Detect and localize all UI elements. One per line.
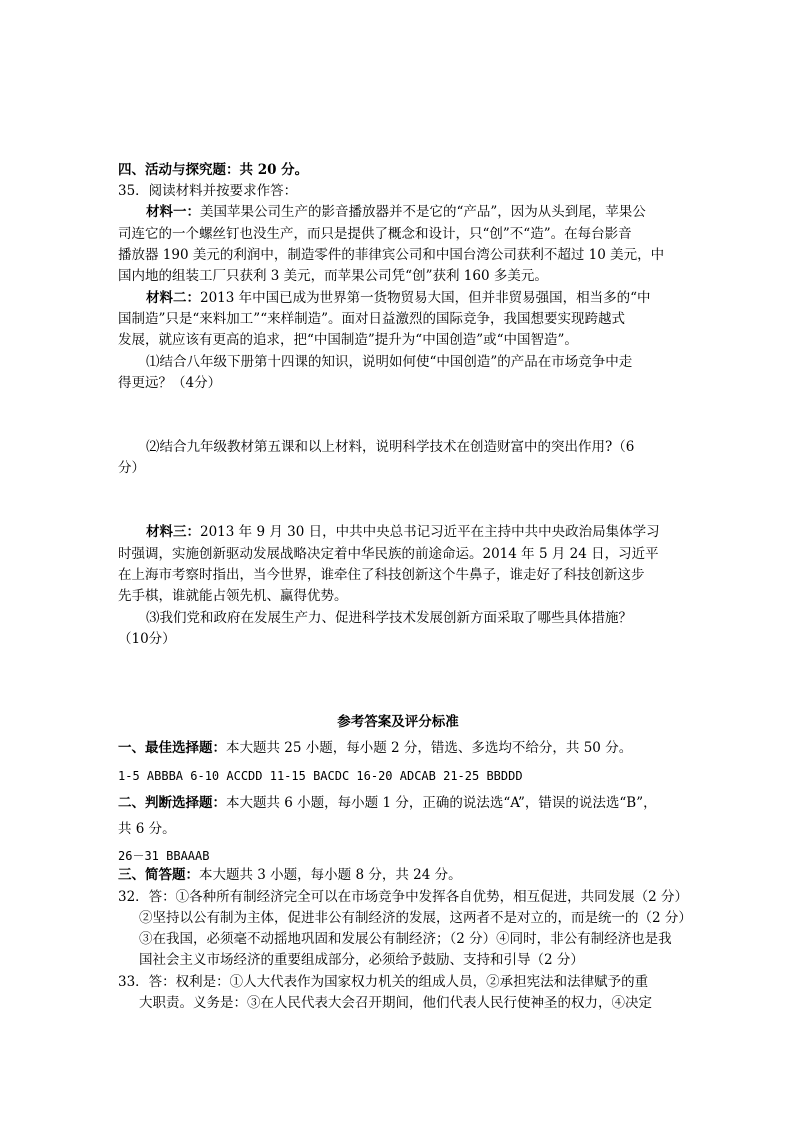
section-3-label: 三、简答题：	[118, 867, 199, 883]
section-2-text-cont: 共 6 分。	[118, 821, 176, 837]
material-2-line: 发展，就应该有更高的追求，把“中国制造”提升为“中国创造”或“中国智造”。	[118, 332, 578, 348]
section-1-keys: 1-5 ABBBA 6-10 ACCDD 11-15 BACDC 16-20 ADCAB 21-25 BBDDD	[118, 769, 523, 783]
material-1-label: 材料一：	[146, 204, 200, 220]
sub-question-2: ⑵结合九年级教材第五课和以上材料，说明科学技术在创造财富中的突出作用?（6	[146, 439, 635, 455]
answers-title: 参考答案及评分标准	[337, 714, 459, 730]
answers-section-1	[118, 738, 678, 758]
answer-32-line: 国社会主义市场经济的重要组成部分，必须给予鼓励、支持和引导（2 分）	[139, 952, 584, 968]
material-3-line: 先手棋，谁就能占领先机、赢得优势。	[118, 588, 348, 604]
material-1-text: 美国苹果公司生产的影音播放器并不是它的“产品”，因为从头到尾，苹果公	[200, 204, 646, 220]
sub-question-3-cont: （10分）	[118, 631, 176, 647]
material-2-text: 2013 年中国已成为世界第一货物贸易大国，但并非贸易强国，相当多的“中	[200, 290, 651, 306]
answer-33-line: 大职责。义务是：③在人民代表大会召开期间，他们代表人民行使神圣的权力，④决定	[139, 995, 652, 1011]
section-1-text: 本大题共 25 小题，每小题 2 分，错选、多选均不给分，共 50 分。	[226, 740, 633, 756]
section-3-text: 本大题共 3 小题，每小题 8 分，共 24 分。	[199, 867, 462, 883]
sub-question-1-cont: 得更远？（4分）	[118, 375, 222, 391]
answer-33-line: 33．答：权利是：①人大代表作为国家权力机关的组成人员，②承担宪法和法律赋予的重	[118, 974, 649, 990]
material-2-label: 材料二：	[146, 290, 200, 306]
material-2-line: 国制造”只是“来料加工”“来样制造”。面对日益激烈的国际竞争，我国想要实现跨越式	[118, 311, 626, 327]
question-35-intro: 35．阅读材料并按要求作答：	[118, 183, 298, 199]
sub-question-1: ⑴结合八年级下册第十四课的知识，说明如何使“中国创造”的产品在市场竞争中走	[146, 354, 633, 370]
material-1-line: 司连它的一个螺丝钉也没生产，而只是提供了概念和设计，只“创”不“造”。在每台影音	[118, 226, 632, 242]
material-3-line: 在上海市考察时指出，当今世界，谁牵住了科技创新这个牛鼻子，谁走好了科技创新这步	[118, 567, 645, 583]
section-1-label: 一、最佳选择题：	[118, 740, 226, 756]
material-3-line	[118, 522, 678, 542]
material-1-line: 播放器 190 美元的利润中，制造零件的菲律宾公司和中国台湾公司获利不超过 10 美元，中	[118, 247, 665, 263]
section-2-text: 本大题共 6 小题，每小题 1 分，正确的说法选“A”，错误的说法选“B”，	[226, 795, 657, 811]
answer-32-line: 32．答：①各种所有制经济完全可以在市场竞争中发挥各自优势，相互促进，共同发展（2 分）	[118, 889, 689, 905]
section-heading: 四、活动与探究题：共 20 分。	[118, 162, 309, 178]
answer-32-line: ③在我国，必须毫不动摇地巩固和发展公有制经济；（2 分）④同时，非公有制经济也是我	[139, 931, 672, 947]
section-2-label: 二、判断选择题：	[118, 795, 226, 811]
material-3-label: 材料三：	[146, 524, 200, 540]
material-3-text: 2013 年 9 月 30 日，中共中央总书记习近平在主持中共中央政治局集体学习	[200, 524, 660, 540]
material-1-line: 国内地的组装工厂只获利 3 美元，而苹果公司凭“创”获利 160 多美元。	[118, 268, 548, 284]
section-2-keys: 26－31 BBAAAB	[118, 849, 210, 863]
answer-32-line: ②坚持以公有制为主体，促进非公有制经济的发展，这两者不是对立的，而是统一的（2 分）	[139, 910, 692, 926]
material-3-line: 时强调，实施创新驱动发展战略决定着中华民族的前途命运。2014 年 5 月 24 日，习近平	[118, 546, 659, 562]
answers-section-2	[118, 793, 678, 813]
sub-question-2-cont: 分）	[118, 460, 145, 476]
material-2-line	[118, 288, 678, 308]
sub-question-3: ⑶我们党和政府在发展生产力、促进科学技术发展创新方面采取了哪些具体措施？	[146, 610, 632, 626]
answers-section-3	[118, 865, 678, 885]
material-1-line	[118, 202, 678, 222]
